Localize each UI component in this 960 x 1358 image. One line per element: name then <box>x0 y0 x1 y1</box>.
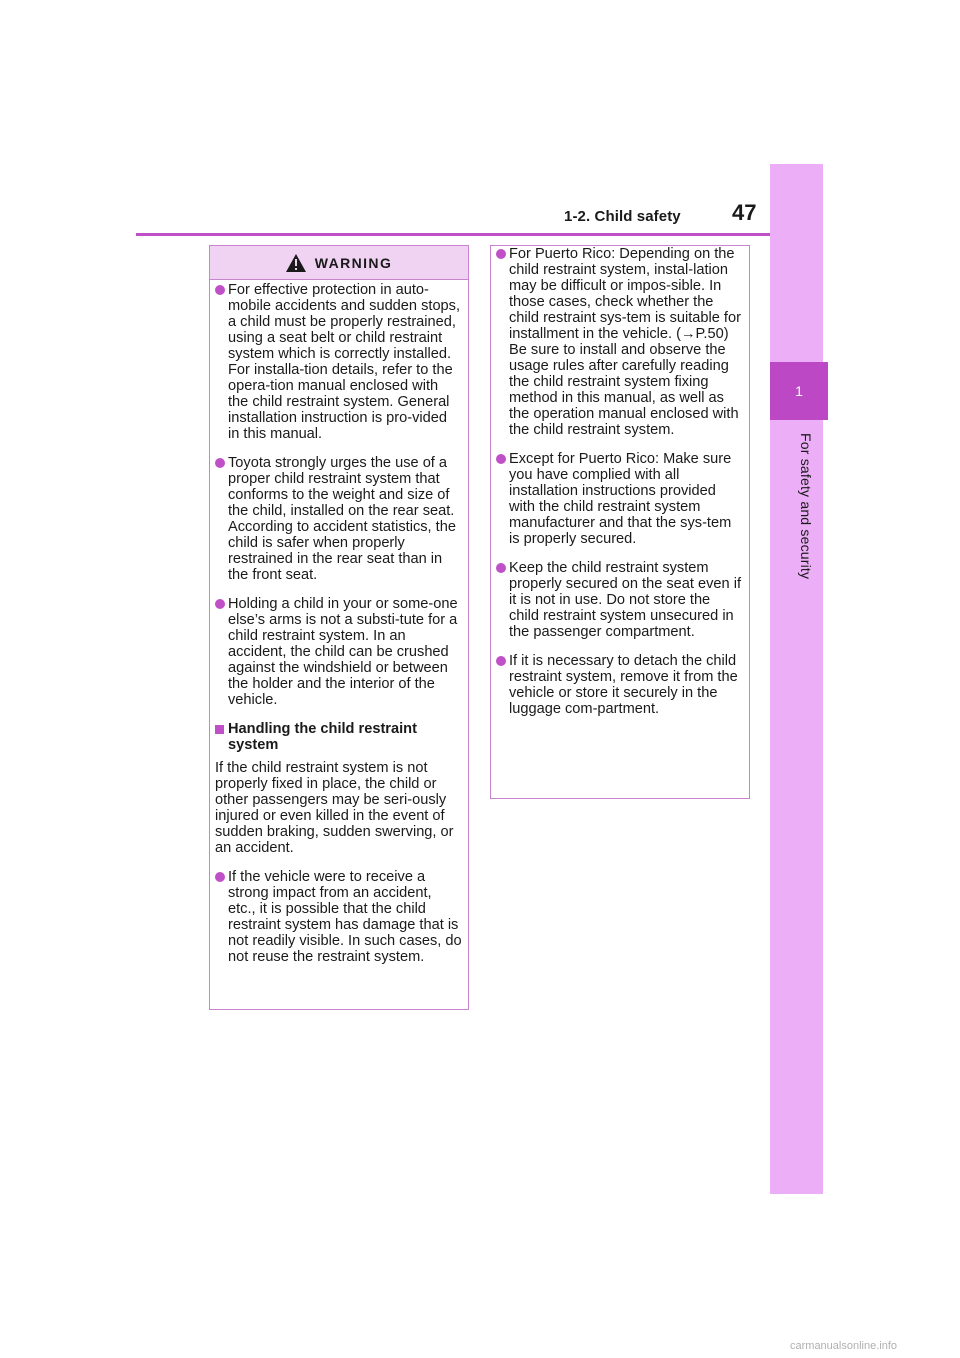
warning-item: If it is necessary to detach the child restraint system, remove it from the vehicle or store it securely in the luggage com-partment. <box>496 653 743 717</box>
warning-item: Keep the child restraint system properly secured on the seat even if it is not in use. Do not store the child restraint system unsecured in the passenger compartment. <box>496 560 743 640</box>
bullet-icon <box>496 563 506 573</box>
warning-box <box>209 245 469 1010</box>
warning-continued-box <box>490 245 750 799</box>
bullet-icon <box>215 599 225 609</box>
page-number: 47 <box>732 200 757 225</box>
bullet-icon <box>496 249 506 259</box>
bullet-icon <box>215 285 225 295</box>
warning-item: For effective protection in auto-mobile accidents and sudden stops, a child must be properly restrained, using a seat belt or child restraint system which is correctly installed. For installa-tion details, refer to the opera-tion manual enclosed with the child restraint system. General installation instruction is pro-vided in this manual. <box>215 282 462 442</box>
warning-paragraph: If the child restraint system is not properly fixed in place, the child or other passengers may be seri-ously injured or even killed in the event of sudden braking, sudden swerving, or an accident. <box>215 760 454 856</box>
warning-item: For Puerto Rico: Depending on the child restraint system, instal-lation may be difficult or impos-sible. In those cases, check whether the child restraint sys-tem is suitable for installment in the vehicle. (→P.50) Be sure to install and observe the usage rules after carefully reading the child restraint system fixing method in this manual, as well as the operation manual enclosed with the child restraint system. <box>496 246 743 438</box>
chapter-side-tab <box>770 164 823 1194</box>
header-rule <box>136 233 770 236</box>
watermark: carmanualsonline.info <box>790 1340 898 1352</box>
bullet-icon <box>496 656 506 666</box>
bullet-icon <box>215 458 225 468</box>
warning-item: Holding a child in your or some-one else’s arms is not a substi-tute for a child restraint system. In an accident, the child can be crushed against the windshield or between the holder and the interior of the vehicle. <box>215 596 462 708</box>
warning-subheading: Handling the child restraint system <box>215 721 462 753</box>
chapter-title: For safety and security <box>798 433 814 580</box>
chapter-number: 1 <box>795 383 803 399</box>
bullet-icon <box>215 872 225 882</box>
warning-triangle-icon <box>286 254 306 272</box>
warning-title: WARNING <box>314 254 393 271</box>
section-title: 1-2. Child safety <box>564 208 681 225</box>
warning-header <box>210 246 468 280</box>
bullet-icon <box>496 454 506 464</box>
warning-item: Toyota strongly urges the use of a proper child restraint system that conforms to the weight and size of the child, installed on the rear seat. According to accident statistics, the child is safer when properly restrained in the rear seat than in the front seat. <box>215 455 462 583</box>
warning-item: Except for Puerto Rico: Make sure you have complied with all installation instructions provided with the child restraint system manufacturer and that the sys-tem is properly secured. <box>496 451 743 547</box>
warning-item: If the vehicle were to receive a strong impact from an accident, etc., it is possible that the child restraint system has damage that is not readily visible. In such cases, do not reuse the restraint system. <box>215 869 462 965</box>
square-bullet-icon <box>215 725 224 734</box>
